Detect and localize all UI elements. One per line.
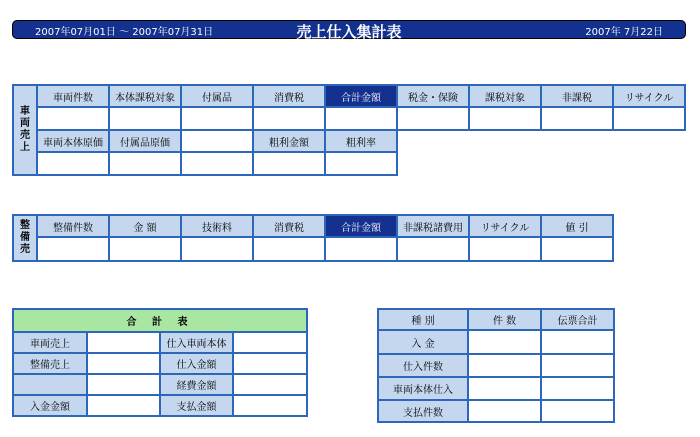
- summary-title: 合 計 表: [13, 309, 307, 332]
- header-accessories-cost: 付属品原価: [109, 130, 181, 152]
- header-non-taxable-expenses: 非課税諸費用: [397, 215, 469, 237]
- value-recycle: [613, 107, 685, 130]
- header-gross-margin: 粗利率: [325, 130, 397, 152]
- summary-value-maintenance-sales: [87, 353, 160, 374]
- header-technical-fee: 技術料: [181, 215, 253, 237]
- header-consumption-tax: 消費税: [253, 85, 325, 107]
- header-vehicle-body-cost: 車両本体原価: [37, 130, 109, 152]
- value-non-taxable-expenses: [397, 237, 469, 261]
- summary-label-payment-amount: 支払金額: [160, 395, 233, 416]
- summary-label-purchase-amount: 仕入金額: [160, 353, 233, 374]
- header-recycle: リサイクル: [613, 85, 685, 107]
- report-title: 売上仕入集計表: [296, 23, 402, 41]
- summary-value-blank: [87, 374, 160, 395]
- count-purchase: [468, 354, 541, 377]
- header-maintenance-count: 整備件数: [37, 215, 109, 237]
- value-vehicle-body-cost: [37, 152, 109, 175]
- value-body-taxable: [109, 107, 181, 130]
- header-maintenance-recycle: リサイクル: [469, 215, 541, 237]
- summary-label-vehicle-sales: 車両売上: [13, 332, 87, 353]
- summary-value-deposit-amount: [87, 395, 160, 416]
- header-type: 種 別: [378, 309, 468, 330]
- type-count-table: [377, 308, 615, 423]
- header-slip-total: 伝票合計: [541, 309, 614, 330]
- value-amount: [109, 237, 181, 261]
- value-total-amount: [325, 107, 397, 130]
- header-maintenance-tax: 消費税: [253, 215, 325, 237]
- header-total-amount: 合計金額: [325, 85, 397, 107]
- header-gross-profit: 粗利金額: [253, 130, 325, 152]
- summary-label-purchased-vehicle-body: 仕入車両本体: [160, 332, 233, 353]
- value-taxable: [469, 107, 541, 130]
- vehicle-sales-table: [12, 84, 686, 176]
- type-row-purchase-count: 仕入件数: [378, 354, 468, 377]
- header-amount: 金 額: [109, 215, 181, 237]
- value-accessories: [181, 107, 253, 130]
- summary-value-purchased-vehicle-body: [233, 332, 307, 353]
- summary-value-expense-amount: [233, 374, 307, 395]
- value-maintenance-count: [37, 237, 109, 261]
- value-consumption-tax: [253, 107, 325, 130]
- value-maintenance-total: [325, 237, 397, 261]
- value-gross-margin: [325, 152, 397, 175]
- count-vehicle-body-purchase: [468, 377, 541, 400]
- count-payment: [468, 400, 541, 422]
- value-non-taxable: [541, 107, 613, 130]
- value-vehicle-count: [37, 107, 109, 130]
- value-blank: [181, 152, 253, 175]
- slip-total-deposit: [541, 330, 614, 354]
- header-blank: [181, 130, 253, 152]
- type-row-deposit: 入 金: [378, 330, 468, 354]
- vehicle-sales-side-label: 車両売上: [13, 85, 37, 175]
- type-row-payment-count: 支払件数: [378, 400, 468, 422]
- report-header-bar: [12, 20, 686, 39]
- summary-label-expense-amount: 経費金額: [160, 374, 233, 395]
- header-body-taxable: 本体課税対象: [109, 85, 181, 107]
- header-vehicle-count: 車両件数: [37, 85, 109, 107]
- summary-label-maintenance-sales: 整備売上: [13, 353, 87, 374]
- header-discount: 値 引: [541, 215, 613, 237]
- summary-value-purchase-amount: [233, 353, 307, 374]
- summary-value-payment-amount: [233, 395, 307, 416]
- header-count: 件 数: [468, 309, 541, 330]
- summary-label-blank: [13, 374, 87, 395]
- summary-value-vehicle-sales: [87, 332, 160, 353]
- maintenance-sales-table: [12, 214, 614, 262]
- header-taxable: 課税対象: [469, 85, 541, 107]
- summary-label-deposit-amount: 入金金額: [13, 395, 87, 416]
- summary-table: [12, 308, 308, 417]
- report-date: 2007年 7月22日: [585, 27, 663, 38]
- value-technical-fee: [181, 237, 253, 261]
- header-non-taxable: 非課税: [541, 85, 613, 107]
- value-maintenance-tax: [253, 237, 325, 261]
- header-maintenance-total: 合計金額: [325, 215, 397, 237]
- date-range: 2007年07月01日 ～ 2007年07月31日: [35, 27, 214, 38]
- header-accessories: 付属品: [181, 85, 253, 107]
- slip-total-payment: [541, 400, 614, 422]
- value-gross-profit: [253, 152, 325, 175]
- slip-total-vehicle-body-purchase: [541, 377, 614, 400]
- value-tax-insurance: [397, 107, 469, 130]
- count-deposit: [468, 330, 541, 354]
- value-maintenance-recycle: [469, 237, 541, 261]
- type-row-vehicle-body-purchase: 車両本体仕入: [378, 377, 468, 400]
- value-discount: [541, 237, 613, 261]
- header-tax-insurance: 税金・保険: [397, 85, 469, 107]
- slip-total-purchase: [541, 354, 614, 377]
- maintenance-side-label: 整備売: [13, 215, 37, 261]
- value-accessories-cost: [109, 152, 181, 175]
